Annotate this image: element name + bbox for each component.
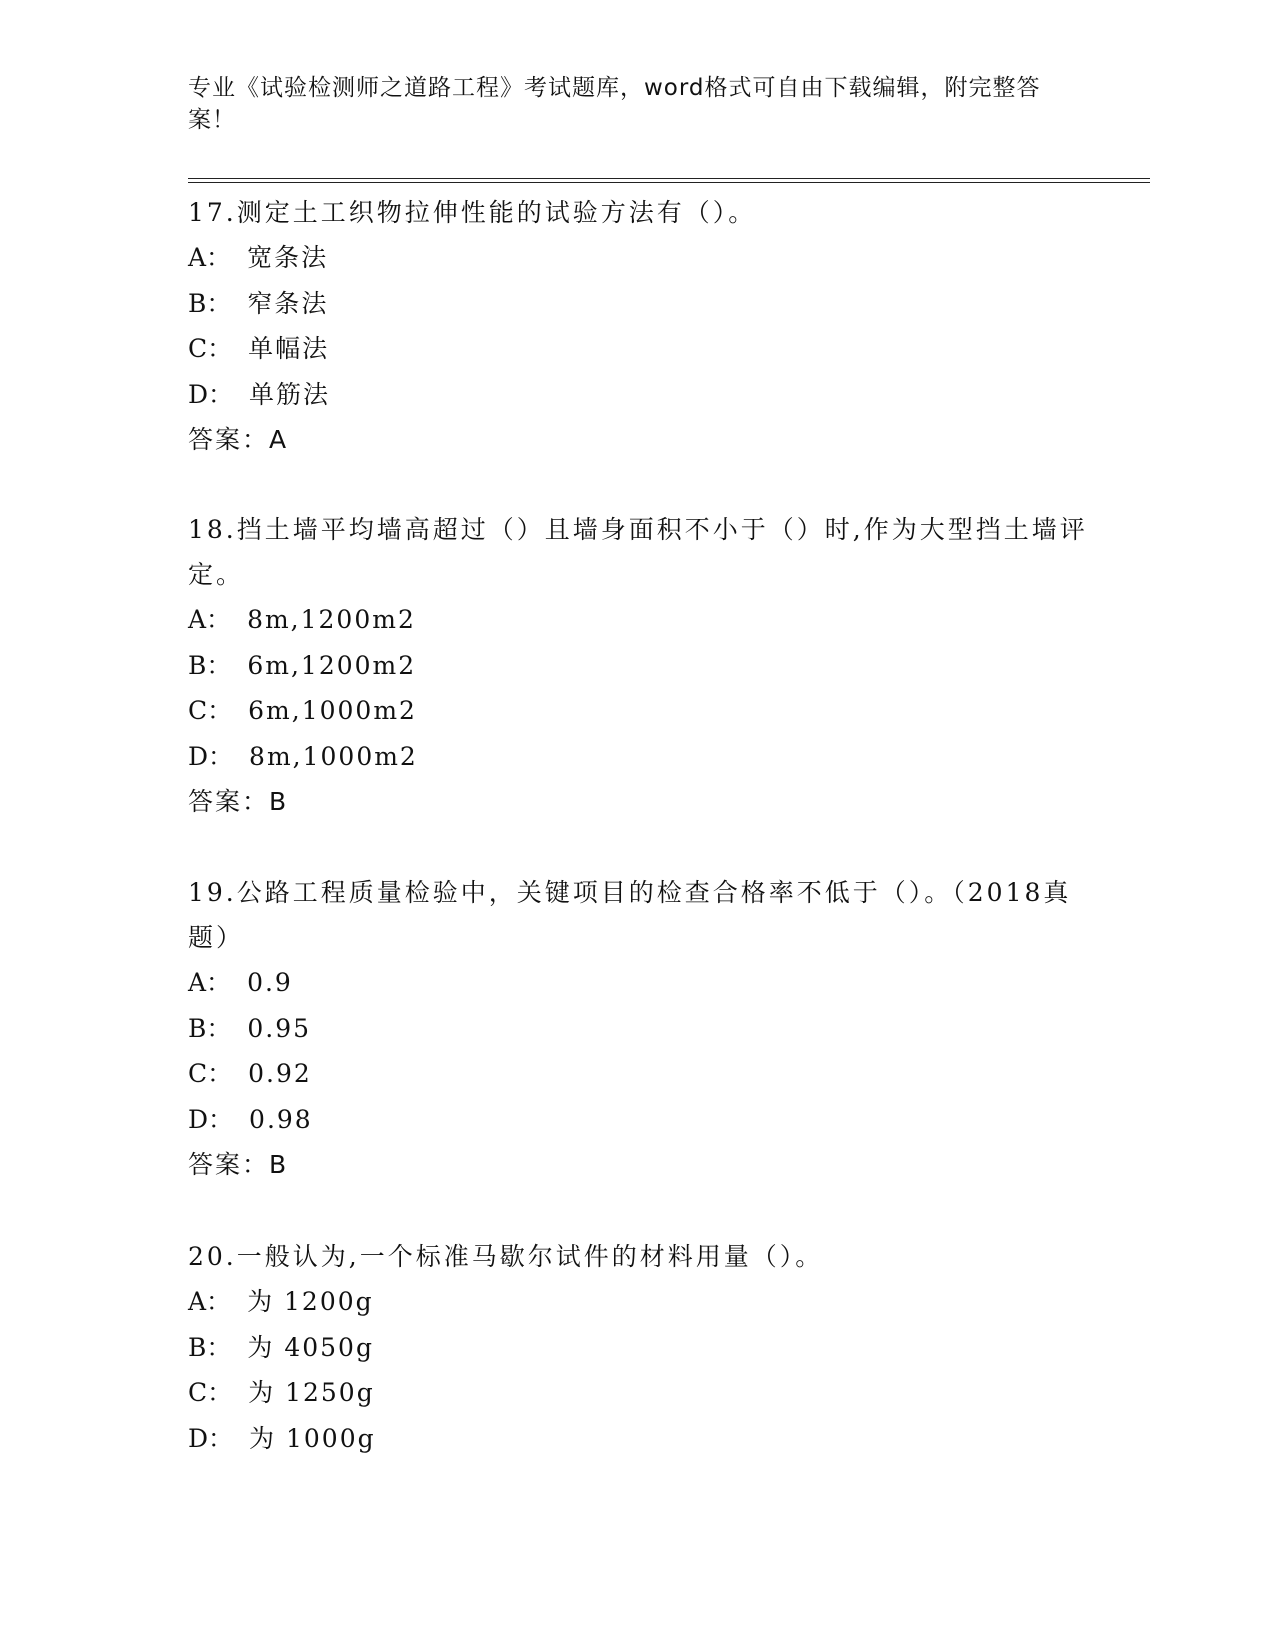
question-text: 一般认为,一个标准马歇尔试件的材料用量（）。 xyxy=(236,1242,824,1271)
option-letter: B： xyxy=(188,1013,232,1043)
option-text: 0.98 xyxy=(249,1104,313,1134)
option-c xyxy=(188,1051,1088,1097)
option-d xyxy=(188,1416,1088,1462)
answer: 答案：A xyxy=(188,425,289,454)
option-c xyxy=(188,688,1088,734)
option-letter: D： xyxy=(188,1104,234,1134)
option-letter: A： xyxy=(188,243,232,272)
option-text: 为 4050g xyxy=(247,1332,374,1362)
option-c xyxy=(188,1370,1088,1416)
question-number: 18. xyxy=(188,515,237,544)
option-c xyxy=(188,326,1088,372)
question-stem xyxy=(188,1234,1088,1279)
option-a xyxy=(188,235,1088,281)
option-b xyxy=(188,643,1088,689)
answer: 答案：B xyxy=(188,1150,289,1179)
option-letter: B： xyxy=(188,288,232,318)
question-text: 公路工程质量检验中，关键项目的检查合格率不低于（）。（2018真题） xyxy=(188,878,1072,952)
question-stem xyxy=(188,507,1088,597)
question-18 xyxy=(188,507,1088,824)
question-stem xyxy=(188,190,1088,235)
option-letter: B： xyxy=(188,1332,232,1362)
option-text: 8m,1000m2 xyxy=(249,741,418,771)
option-text: 0.9 xyxy=(247,968,293,997)
document-header xyxy=(188,72,1068,136)
option-text: 窄条法 xyxy=(247,288,329,318)
question-text: 挡土墙平均墙高超过（）且墙身面积不小于（）时,作为大型挡土墙评定。 xyxy=(188,515,1088,589)
option-letter: B： xyxy=(188,650,232,680)
option-b xyxy=(188,1325,1088,1371)
option-letter: D： xyxy=(188,1423,234,1453)
option-a xyxy=(188,597,1088,643)
option-text: 为 1200g xyxy=(247,1287,374,1316)
answer: 答案：B xyxy=(188,787,289,816)
question-stem xyxy=(188,870,1088,960)
option-d xyxy=(188,1097,1088,1143)
question-19 xyxy=(188,870,1088,1187)
option-letter: A： xyxy=(188,1287,232,1316)
option-letter: C： xyxy=(188,334,233,363)
option-letter: A： xyxy=(188,968,232,997)
option-text: 单幅法 xyxy=(248,334,330,363)
option-d xyxy=(188,372,1088,418)
option-b xyxy=(188,281,1088,327)
question-number: 17. xyxy=(188,198,237,227)
question-20 xyxy=(188,1234,1088,1461)
option-letter: C： xyxy=(188,696,233,725)
question-number: 19. xyxy=(188,878,237,907)
option-b xyxy=(188,1006,1088,1052)
option-d xyxy=(188,734,1088,780)
option-text: 为 1250g xyxy=(248,1378,375,1407)
question-text: 测定土工织物拉伸性能的试验方法有（）。 xyxy=(236,198,757,227)
header-divider-bottom xyxy=(188,182,1150,183)
option-text: 0.95 xyxy=(247,1013,312,1043)
question-17 xyxy=(188,190,1088,462)
option-text: 6m,1200m2 xyxy=(247,650,417,680)
option-text: 宽条法 xyxy=(247,243,329,272)
option-letter: C： xyxy=(188,1378,233,1407)
header-divider-top xyxy=(188,178,1150,179)
header-text: 专业《试验检测师之道路工程》考试题库，word格式可自由下载编辑，附完整答案！ xyxy=(188,75,1041,133)
option-letter: D： xyxy=(188,741,234,771)
option-letter: A： xyxy=(188,605,232,634)
option-a xyxy=(188,1279,1088,1325)
option-text: 0.92 xyxy=(248,1059,312,1088)
option-a xyxy=(188,960,1088,1006)
option-letter: C： xyxy=(188,1059,233,1088)
option-text: 6m,1000m2 xyxy=(248,696,417,725)
option-letter: D： xyxy=(188,379,234,409)
option-text: 单筋法 xyxy=(249,379,331,409)
option-text: 8m,1200m2 xyxy=(247,605,416,634)
option-text: 为 1000g xyxy=(249,1423,376,1453)
question-number: 20. xyxy=(188,1242,237,1271)
